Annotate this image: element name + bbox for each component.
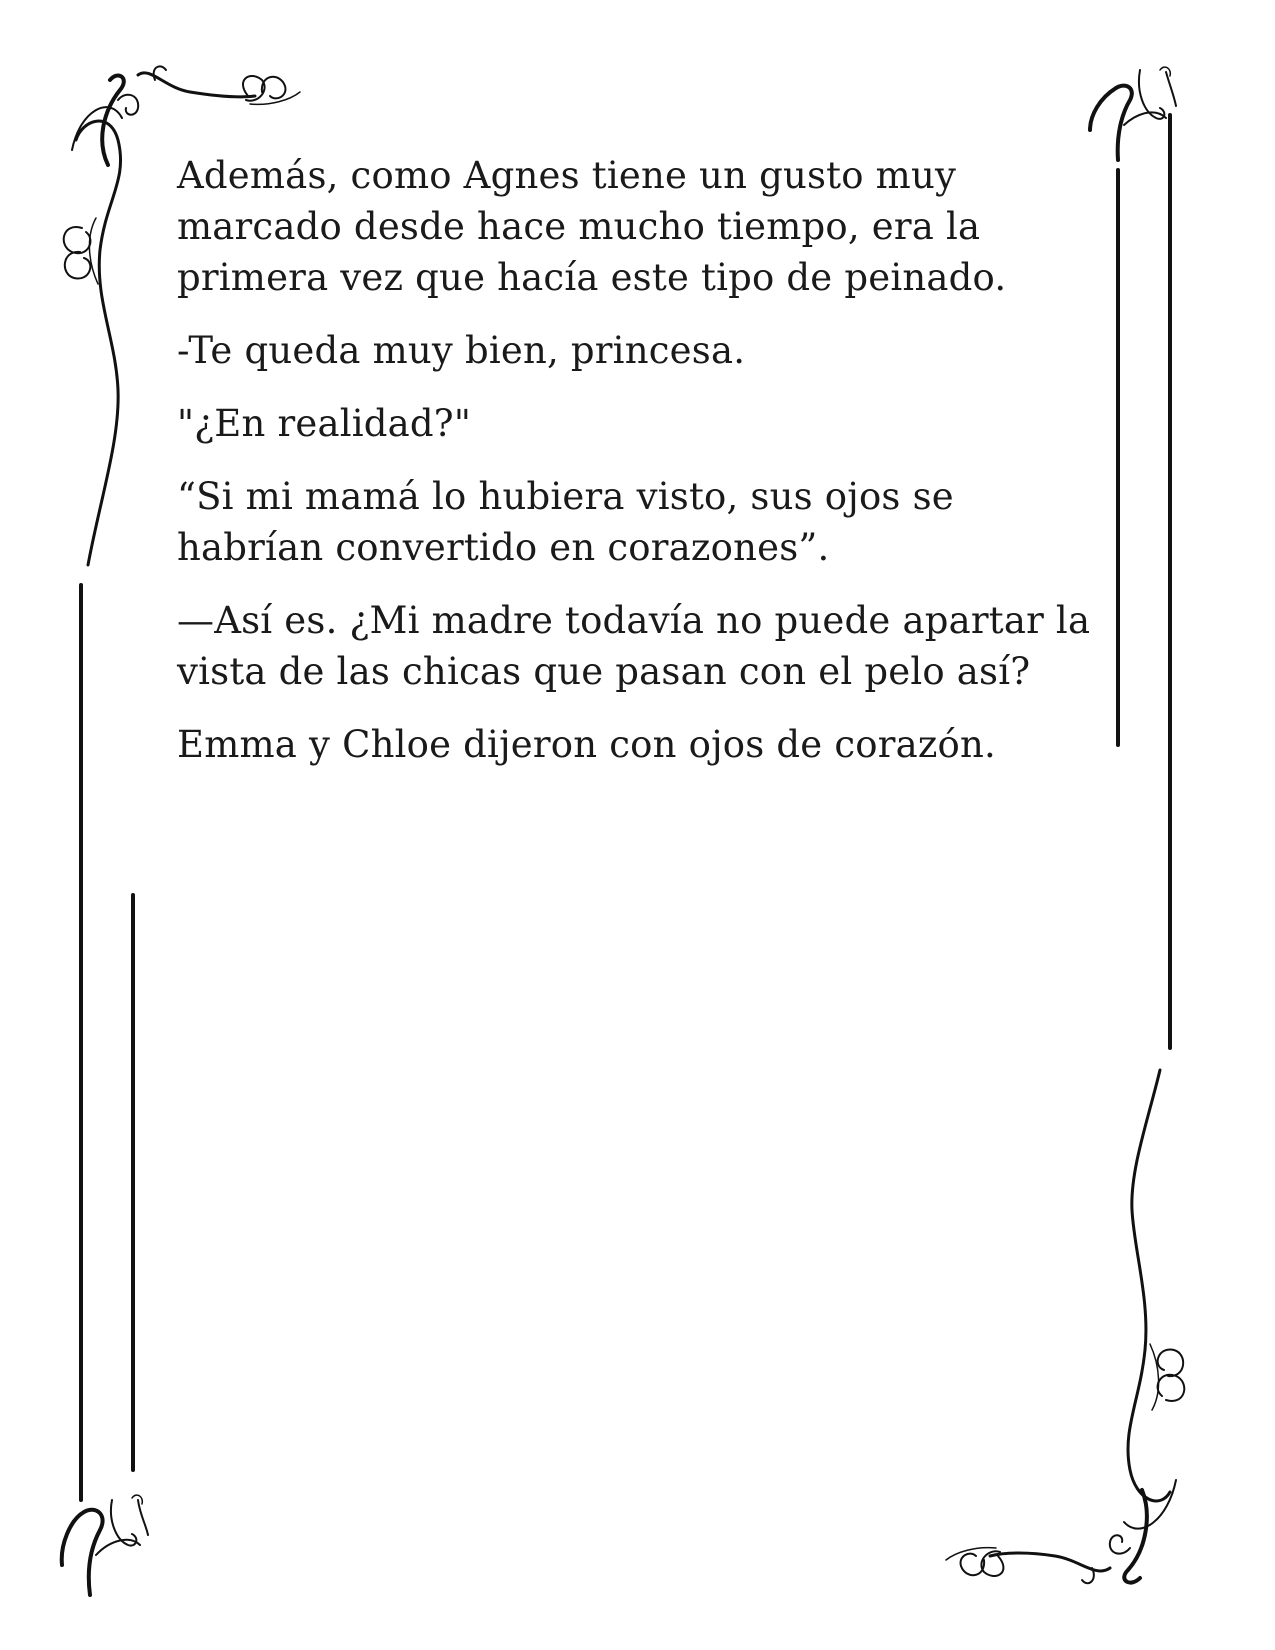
flourish-top-right <box>1090 67 1176 160</box>
paragraph: "¿En realidad?" <box>177 402 472 445</box>
flourish-bottom-left <box>62 1495 148 1595</box>
body-text <box>177 150 1107 792</box>
paragraph: —Así es. ¿Mi madre todavía no puede apartar la vista de las chicas que pasan con el pelo así? <box>177 599 1091 693</box>
paragraph: -Te queda muy bien, princesa. <box>177 329 746 372</box>
paragraph: Emma y Chloe dijeron con ojos de corazón. <box>177 723 997 766</box>
flourish-bottom-right <box>946 1070 1184 1583</box>
paragraph: “Si mi mamá lo hubiera visto, sus ojos se habrían convertido en corazones”. <box>177 475 954 569</box>
paragraph: Además, como Agnes tiene un gusto muy marcado desde hace mucho tiempo, era la primera vez que hacía este tipo de peinado. <box>177 154 1007 299</box>
